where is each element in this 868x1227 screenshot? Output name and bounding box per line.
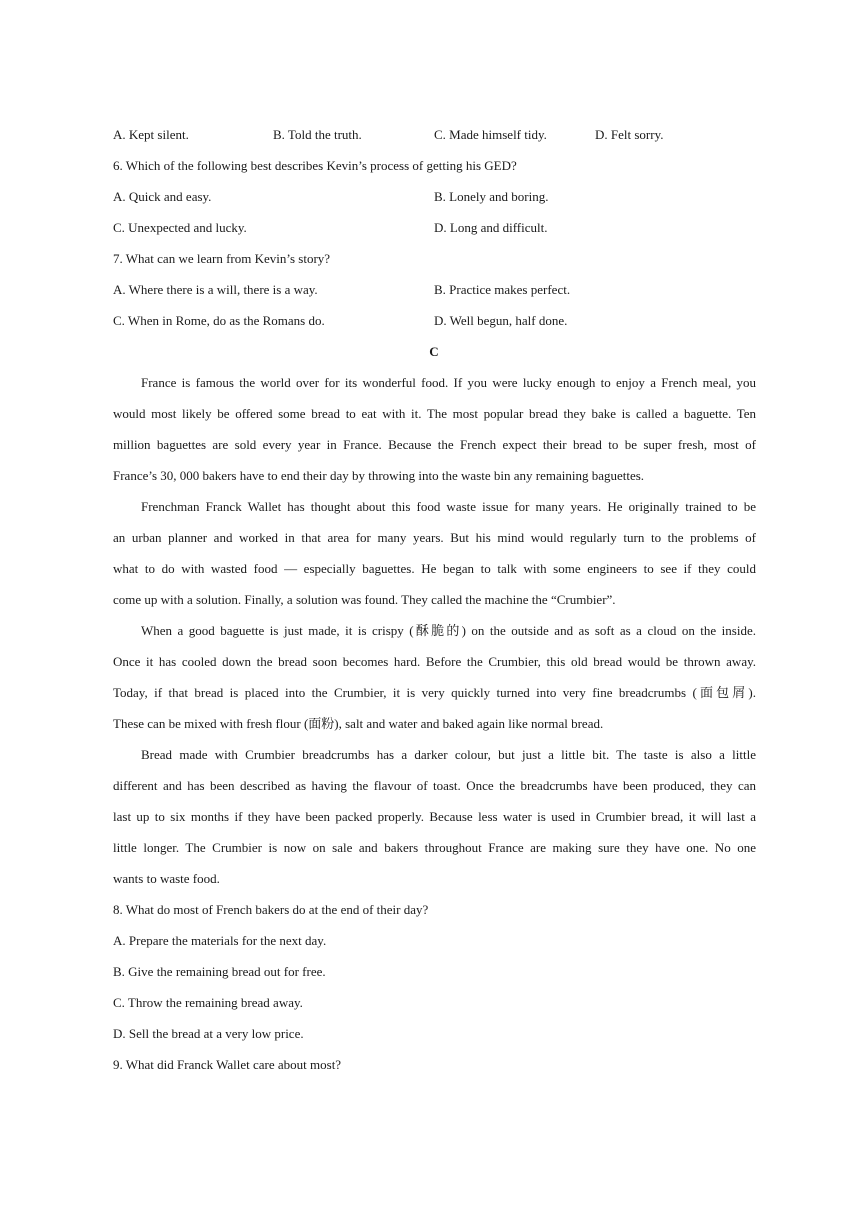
passage-p2-line: what to do with wasted food — especially baguettes. He began to talk with some engineers to see if they could xyxy=(113,561,756,576)
q5-option-d: D. Felt sorry. xyxy=(595,127,664,142)
q5-option-c: C. Made himself tidy. xyxy=(434,127,547,142)
passage-p3-line: Today, if that bread is placed into the Crumbier, it is very quickly turned into very fine breadcrumbs (面包屑). xyxy=(113,685,756,700)
passage-p3-line: Once it has cooled down the bread soon becomes hard. Before the Crumbier, this old bread would be thrown away. xyxy=(113,654,756,669)
q7-option-c: C. When in Rome, do as the Romans do. xyxy=(113,313,325,328)
passage-p1-line: France is famous the world over for its wonderful food. If you were lucky enough to enjoy a French meal, you xyxy=(141,375,756,390)
passage-p1-line: France’s 30, 000 bakers have to end their day by throwing into the waste bin any remaining baguettes. xyxy=(113,468,645,483)
q5-option-b: B. Told the truth. xyxy=(273,127,362,142)
q7-option-a: A. Where there is a will, there is a way. xyxy=(113,282,318,297)
q5-option-a: A. Kept silent. xyxy=(113,127,189,142)
passage-p3-line: When a good baguette is just made, it is crispy (酥脆的) on the outside and as soft as a cloud on the inside. xyxy=(141,623,756,638)
passage-p4-line: Bread made with Crumbier breadcrumbs has a darker colour, but just a little bit. The taste is also a little xyxy=(141,747,756,762)
q6-option-a: A. Quick and easy. xyxy=(113,189,212,204)
passage-p3-line: These can be mixed with fresh flour (面粉), salt and water and baked again like normal bread. xyxy=(113,716,604,731)
q6-option-b: B. Lonely and boring. xyxy=(434,189,549,204)
q7-stem: 7. What can we learn from Kevin’s story? xyxy=(113,251,331,266)
q8-stem: 8. What do most of French bakers do at the end of their day? xyxy=(113,902,429,917)
q8-option-c: C. Throw the remaining bread away. xyxy=(113,995,303,1010)
passage-p4-line: different and has been described as having the flavour of toast. Once the breadcrumbs have been produced, they can xyxy=(113,778,756,793)
passage-p2-line: Frenchman Franck Wallet has thought about this food waste issue for many years. He originally trained to be xyxy=(141,499,756,514)
q7-option-b: B. Practice makes perfect. xyxy=(434,282,571,297)
passage-p4-line: last up to six months if they have been packed properly. Because less water is used in Crumbier bread, it will last a xyxy=(113,809,756,824)
passage-p4-line: little longer. The Crumbier is now on sale and bakers throughout France are making sure they have one. No one xyxy=(113,840,756,855)
q7-option-d: D. Well begun, half done. xyxy=(434,313,568,328)
q6-option-c: C. Unexpected and lucky. xyxy=(113,220,247,235)
q6-option-d: D. Long and difficult. xyxy=(434,220,548,235)
passage-p4-line: wants to waste food. xyxy=(113,871,220,886)
q8-option-a: A. Prepare the materials for the next day. xyxy=(113,933,327,948)
q8-option-b: B. Give the remaining bread out for free. xyxy=(113,964,326,979)
q8-option-d: D. Sell the bread at a very low price. xyxy=(113,1026,304,1041)
passage-p1-line: would most likely be offered some bread to eat with it. The most popular bread they bake is called a baguette. Ten xyxy=(113,406,756,421)
q6-stem: 6. Which of the following best describes Kevin’s process of getting his GED? xyxy=(113,158,517,173)
section-label: C xyxy=(429,344,439,359)
passage-p2-line: an urban planner and worked in that area for many years. But his mind would regularly turn to the problems of xyxy=(113,530,756,545)
q9-stem: 9. What did Franck Wallet care about most? xyxy=(113,1057,342,1072)
passage-p2-line: come up with a solution. Finally, a solution was found. They called the machine the “Crumbier”. xyxy=(113,592,616,607)
passage-p1-line: million baguettes are sold every year in France. Because the French expect their bread to be super fresh, most of xyxy=(113,437,756,452)
